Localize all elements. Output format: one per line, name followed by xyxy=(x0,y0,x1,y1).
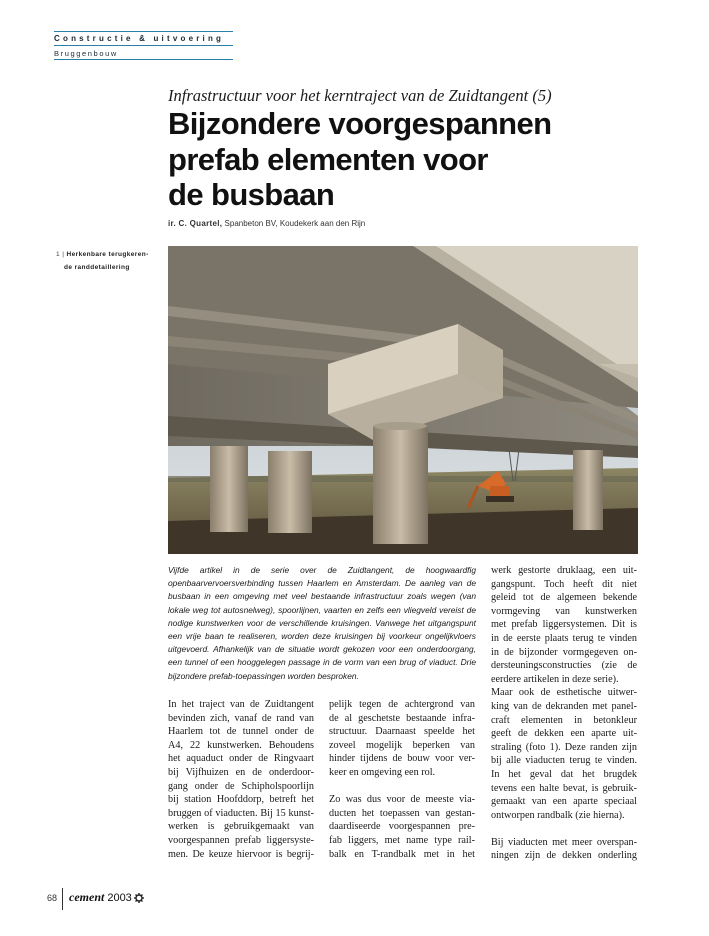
body-line: Zo was dus voor de meeste via- xyxy=(329,794,475,806)
body-line: gangspunt. Toch heeft dit niet xyxy=(491,578,637,590)
body-line: daardiseerde voorgespannen pre- xyxy=(329,821,475,833)
paragraph-gap xyxy=(329,780,475,794)
footer-divider xyxy=(62,888,63,910)
body-line: hinder tijdens de bouw voor ver- xyxy=(329,753,475,765)
body-line: geleid tot de algemeen bekende xyxy=(491,592,637,604)
byline xyxy=(168,219,365,228)
body-line: voorgespannen prefab liggersyste- xyxy=(168,834,314,846)
body-line: eerdere artikelen in deze serie). xyxy=(491,673,619,685)
body-line: gemaakt van een aparte speciaal xyxy=(491,796,637,808)
body-line: bij station Hoofddorp, betreft het xyxy=(168,794,314,806)
caption-line: de randdetaillering xyxy=(64,264,130,271)
body-line: craft elementen in betonkleur xyxy=(491,714,637,726)
body-line: fab liggers, met name type rail- xyxy=(329,834,475,846)
subsection-label: Bruggenbouw xyxy=(54,49,118,58)
body-line: in de bijzonder vormgegeven on- xyxy=(491,646,637,658)
body-column-1 xyxy=(168,698,314,861)
author-name: ir. C. Quartel, xyxy=(168,219,223,228)
body-line: A4, 22 kunstwerken. Behoudens xyxy=(168,739,314,751)
viaduct-photo xyxy=(168,246,638,554)
article-title xyxy=(168,106,638,213)
page-number: 68 xyxy=(47,893,58,903)
body-line: werk gestorte druklaag, een uit- xyxy=(491,565,637,576)
header-rule-middle xyxy=(54,45,233,46)
body-line: balk en T-randbalk met in het xyxy=(329,848,475,860)
body-line: Haarlem tot de tunnel onder de xyxy=(168,726,314,738)
caption-line: Herkenbare terugkeren- xyxy=(66,251,149,258)
gear-icon xyxy=(134,893,144,903)
header-rule-bottom xyxy=(54,59,233,60)
section-label: Constructie & uitvoering xyxy=(54,34,225,43)
series-title: Infrastructuur voor het kerntraject van de Zuidtangent (5) xyxy=(168,86,552,105)
viaduct-illustration xyxy=(168,246,638,554)
author-affiliation: Spanbeton BV, Koudekerk aan den Rijn xyxy=(224,219,366,228)
body-line: Bij viaducten met meer overspan- xyxy=(491,836,637,848)
title-line: prefab elementen voor xyxy=(168,141,488,177)
body-line: bevinden zich, vanaf de rand van xyxy=(168,712,314,724)
paragraph-gap xyxy=(491,822,637,836)
caption-number: 1 | xyxy=(56,251,65,258)
intro-paragraph: Vijfde artikel in de serie over de Zuidtangent, de hoogwaardfig openbaarvervoersverbinding tussen Haarlem en Amsterdam. De aanleg van de busbaan in een omgeving met veel bestaande infrastructuur zoals wegen (van lokale weg tot autosnelweg), spoorlijnen, vaarten en zelfs een vliegveld vereist de nodige kunstwerken voor de verschillende kruisingen. Vanwege het uitgangspunt een vrije baan te realiseren, worden deze kruisingen bij voorkeur ongelijkvloers uitgevoerd. Afhankelijk van de situatie wordt gekozen voor een onderdoorgang, een tunnel of een hooggelegen passage in de vorm van een brug of viaduct. Drie bijzondere prefab-toepassingen worden besproken. xyxy=(168,565,476,681)
body-line: de al geschetste bestaande infra- xyxy=(329,712,475,724)
body-line: met prefab liggersystemen. Dit is xyxy=(491,619,637,631)
title-line: de busbaan xyxy=(168,177,335,212)
body-line: tevens een halte bevat, is gebruik- xyxy=(491,782,637,794)
magazine-name xyxy=(69,890,132,905)
body-line: king van de dekranden met panel- xyxy=(491,700,637,712)
body-line: werken is gebruikgemaakt van xyxy=(168,821,314,833)
body-line: ontworpen randbalk (zie hierna). xyxy=(491,809,625,821)
body-line: bruggen of viaducten. Bij 15 kunst- xyxy=(168,807,314,819)
body-line: bij Vijfhuizen en de onderdoor- xyxy=(168,766,314,778)
body-line: structuur. Daarnaast speelde het xyxy=(329,726,475,738)
body-line: straling (foto 1). Deze randen zijn xyxy=(491,741,637,753)
body-line: in de eerste plaats terug te vinden xyxy=(491,632,637,644)
body-line: het aquaduct onder de Ringvaart xyxy=(168,753,314,765)
photo-caption xyxy=(56,248,156,274)
body-column-2 xyxy=(329,698,475,861)
magazine-year: 2003 xyxy=(107,892,132,904)
body-line: gang onder de Schipholspoorlijn xyxy=(168,780,314,792)
body-line: Maar ook de esthetische uitwer- xyxy=(491,687,637,699)
body-line: In het geval dat het brugdek xyxy=(491,768,637,780)
body-line: zoveel mogelijk beperken van xyxy=(329,739,475,751)
body-line: ningen zijn de dekken onderling xyxy=(491,850,637,862)
title-line: Bijzondere voorgespannen xyxy=(168,106,552,141)
body-line: keer en omgeving een rol. xyxy=(329,766,436,778)
body-line: In het traject van de Zuidtangent xyxy=(168,699,314,710)
magazine-title: cement xyxy=(69,890,105,904)
body-column-3 xyxy=(491,564,637,863)
body-line: geeft de dekken een aparte uit- xyxy=(491,728,637,740)
body-line: dersteuningsconstructies (zie de xyxy=(491,660,637,672)
body-line: men. De keuze hiervoor is begrij- xyxy=(168,848,314,860)
body-line: bij alle viaducten terug te vinden. xyxy=(491,755,637,767)
body-line: vormgeving van kunstwerken xyxy=(491,605,637,617)
header-rule-top xyxy=(54,31,233,32)
body-line: ducten het toepassen van gestan- xyxy=(329,807,475,819)
body-line: pelijk tegen de achtergrond van xyxy=(329,699,475,710)
